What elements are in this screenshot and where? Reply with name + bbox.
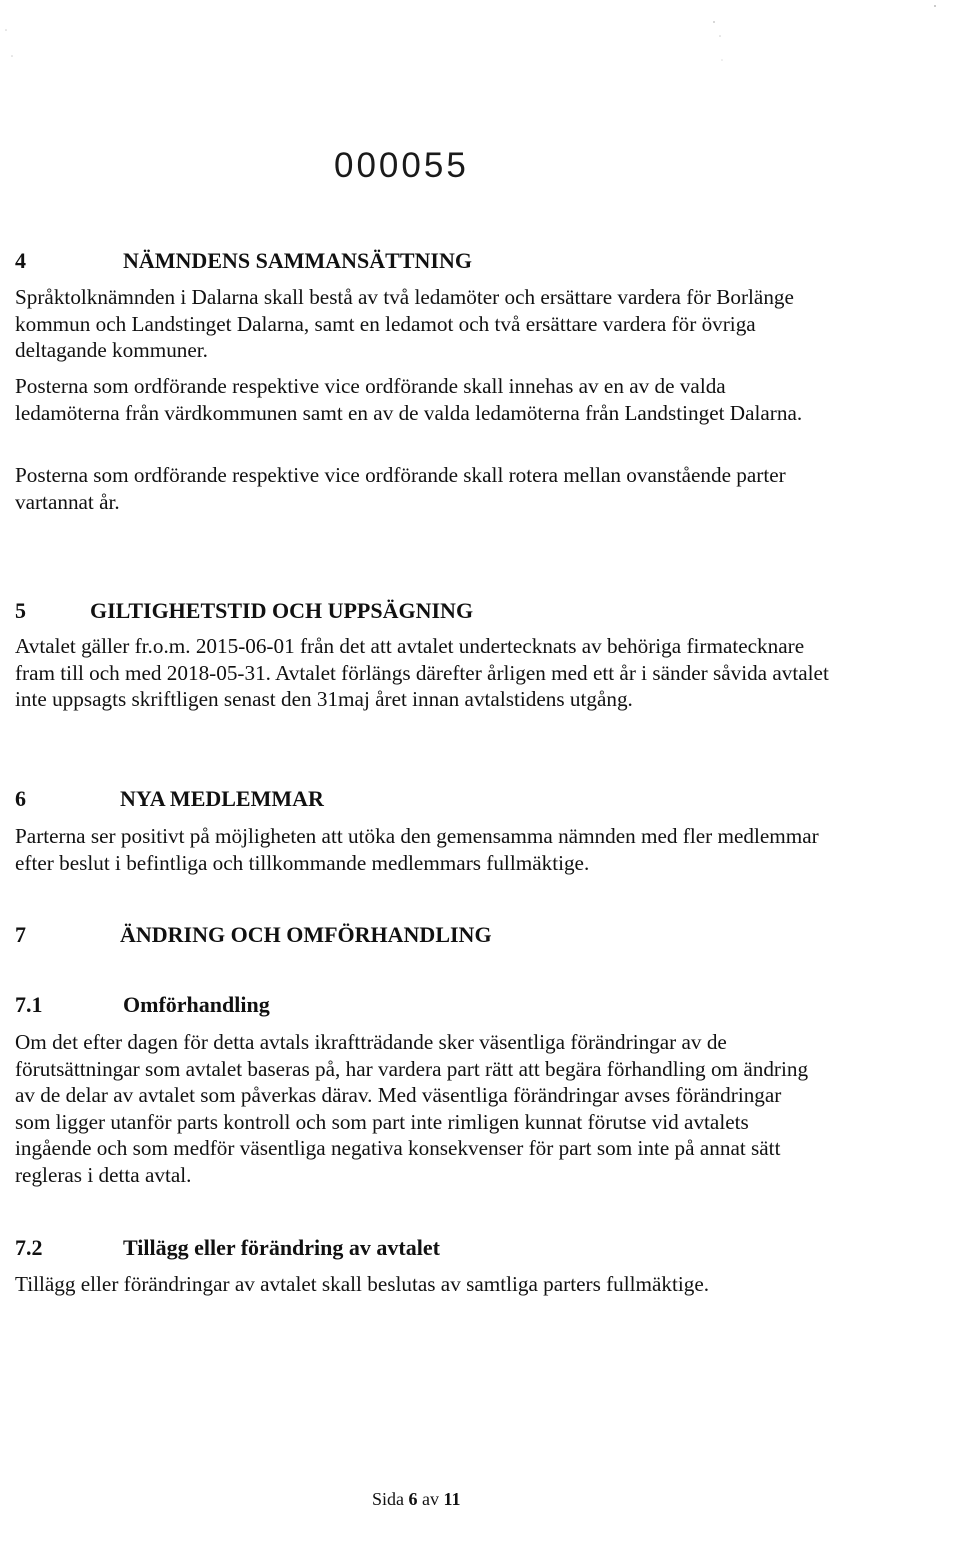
section-4-paragraph-3: Posterna som ordförande respektive vice ordförande skall rotera mellan ovanstående parter vartannat år. [15,463,786,514]
section-title: ÄNDRING OCH OMFÖRHANDLING [120,922,492,947]
section-number: 6 [15,786,26,811]
section-5-heading [15,598,474,623]
section-number: 7.1 [15,992,43,1017]
section-title: Tillägg eller förändring av avtalet [123,1235,440,1260]
section-7-2-paragraph-1: Tillägg eller förändringar av avtalet skall beslutas av samtliga parters fullmäktige. [15,1272,710,1296]
section-4-paragraph-2: Posterna som ordförande respektive vice ordförande skall innehas av en av de valda ledamöterna från värdkommunen samt en av de valda ledamöterna från Landstinget Dalarna. [15,374,803,425]
archive-stamp-number: 000055 [334,146,469,185]
section-7-1-paragraph-1: Om det efter dagen för detta avtals ikraftträdande sker väsentliga förändringar av de förutsättningar som avtalet baseras på, har vardera part rätt att begära förhandling om ändring av de delar av avtalet som påverkas därav. Med väsentliga förändringar avses förändringar som ligger utanför parts kontroll och som part inte rimligen kunnat förutse vid avtalets ingående och som medför väsentliga negativa konsekvenser för part som inte på annat sätt regleras i detta avtal. [15,1030,809,1187]
section-number: 5 [15,598,26,623]
section-title: NYA MEDLEMMAR [120,786,324,811]
footer-page-number: 6 [408,1489,418,1509]
section-number: 4 [15,248,26,273]
section-number: 7.2 [15,1235,43,1260]
section-5-paragraph-1: Avtalet gäller fr.o.m. 2015-06-01 från det att avtalet undertecknats av behöriga firmatecknare fram till och med 2018-05-31. Avtalet förlängs därefter årligen med ett år i sänder såvida avtalet inte uppsagts skriftligen senast den 31maj året innan avtalstidens utgång. [15,634,829,711]
section-6-heading [15,786,324,811]
section-7-heading [15,922,492,947]
page-footer [372,1490,461,1508]
scan-specks [0,0,960,80]
section-number: 7 [15,922,26,947]
section-6-paragraph-1: Parterna ser positivt på möjligheten att utöka den gemensamma nämnden med fler medlemmar efter beslut i befintliga och tillkommande medlemmars fullmäktige. [15,824,819,875]
section-4-heading [15,248,472,273]
section-4-paragraph-1: Språktolknämnden i Dalarna skall bestå av två ledamöter och ersättare vardera för Borlänge kommun och Landstinget Dalarna, samt en ledamot och två ersättare vardera för övriga deltagande kommuner. [15,285,794,362]
section-title: Omförhandling [123,992,270,1017]
section-7-1-heading [15,992,270,1017]
section-title: NÄMNDENS SAMMANSÄTTNING [123,248,472,273]
footer-total-pages: 11 [443,1489,461,1509]
footer-of: av [422,1489,440,1509]
section-7-2-heading [15,1235,440,1260]
footer-prefix: Sida [372,1489,405,1509]
section-title: GILTIGHETSTID OCH UPPSÄGNING [90,598,474,623]
